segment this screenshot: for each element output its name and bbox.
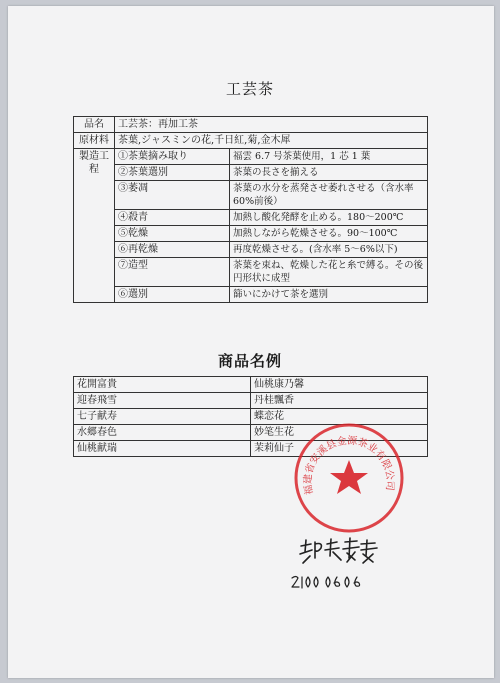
seal-text: 福建省安溪县金源茶业有限公司 <box>302 435 396 496</box>
step-name: ①茶葉摘み取り <box>115 149 230 165</box>
step-desc: 篩いにかけて茶を選別 <box>230 287 428 303</box>
names-title: 商品名例 <box>217 352 282 370</box>
step-name: ②茶葉選別 <box>115 165 230 181</box>
product-name-value: 工芸茶：再加工茶 <box>115 117 428 133</box>
table-row <box>74 117 428 133</box>
table-row <box>74 133 428 149</box>
step-name: ⑤乾燥 <box>115 226 230 242</box>
table-row <box>74 393 428 409</box>
product-name-label: 品名 <box>74 117 115 133</box>
materials-label: 原材料 <box>74 133 115 149</box>
table-cell: 七子献寿 <box>74 409 251 425</box>
step-name: ⑦造型 <box>115 258 230 287</box>
process-label: 製造工程 <box>74 149 115 303</box>
table-cell: 茉莉仙子 <box>251 441 428 457</box>
table-row <box>74 149 428 165</box>
table-cell: 迎春飛雪 <box>74 393 251 409</box>
table-row <box>74 226 428 242</box>
company-seal <box>293 422 405 534</box>
table-cell: 仙桃献瑞 <box>74 441 251 457</box>
step-name: ⑥再乾燥 <box>115 242 230 258</box>
handwritten-date <box>290 574 370 590</box>
table-row <box>74 165 428 181</box>
step-desc: 福雲 6.7 号茶葉使用，1 芯 1 葉 <box>230 149 428 165</box>
signature <box>297 536 387 566</box>
step-name: ④殺青 <box>115 210 230 226</box>
step-name: ③萎凋 <box>115 181 230 210</box>
table-row <box>74 242 428 258</box>
process-table <box>73 116 428 303</box>
step-desc: 加熱し酸化発酵を止める。180～200℃ <box>230 210 428 226</box>
table-cell: 花開富貴 <box>74 377 251 393</box>
table-cell: 蝶恋花 <box>251 409 428 425</box>
step-desc: 加熱しながら乾燥させる。90～100℃ <box>230 226 428 242</box>
table-cell: 仙桃康乃馨 <box>251 377 428 393</box>
document-page <box>8 6 494 678</box>
step-desc: 茶葉を束ね、乾燥した花と糸で縛る。その後円形状に成型 <box>230 258 428 287</box>
materials-value: 茶葉,ジャスミンの花,千日紅,菊,金木犀 <box>115 133 428 149</box>
step-desc: 再度乾燥させる。(含水率 5～6%以下) <box>230 242 428 258</box>
table-row <box>74 210 428 226</box>
table-row <box>74 287 428 303</box>
table-cell: 妙笔生花 <box>251 425 428 441</box>
step-desc: 茶葉の水分を蒸発させ萎れさせる（含水率 60%前後） <box>230 181 428 210</box>
table-cell: 丹桂飄香 <box>251 393 428 409</box>
star-icon <box>330 460 368 494</box>
document-title: 工芸茶 <box>225 80 274 98</box>
table-row <box>74 258 428 287</box>
table-row <box>74 181 428 210</box>
step-name: ⑥選別 <box>115 287 230 303</box>
table-cell: 水郷春色 <box>74 425 251 441</box>
table-row <box>74 377 428 393</box>
step-desc: 茶葉の長さを揃える <box>230 165 428 181</box>
